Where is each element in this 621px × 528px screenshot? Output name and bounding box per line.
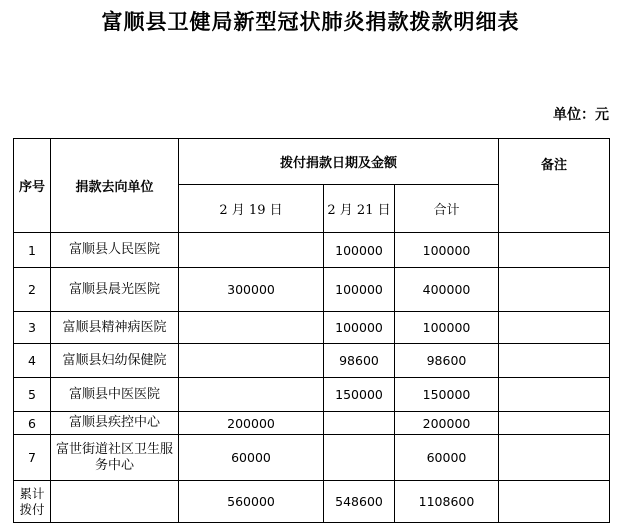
row-feb19 <box>179 344 324 378</box>
row-feb21: 100000 <box>324 233 395 268</box>
row-feb19: 300000 <box>179 268 324 312</box>
table-row <box>14 412 610 435</box>
table-row <box>14 435 610 481</box>
header-total: 合计 <box>395 185 499 233</box>
row-total: 100000 <box>395 233 499 268</box>
header-seq: 序号 <box>14 139 51 233</box>
row-seq: 3 <box>14 312 51 344</box>
row-remark <box>499 412 610 435</box>
row-remark <box>499 268 610 312</box>
summary-feb21: 548600 <box>324 481 395 523</box>
row-remark <box>499 378 610 412</box>
row-unit: 富顺县精神病医院 <box>51 312 179 344</box>
row-remark <box>499 312 610 344</box>
unit-label: 单位：元 <box>553 107 609 123</box>
row-feb21: 150000 <box>324 378 395 412</box>
row-unit: 富顺县疾控中心 <box>51 412 179 435</box>
row-seq: 5 <box>14 378 51 412</box>
row-feb21: 100000 <box>324 268 395 312</box>
donation-table <box>13 138 610 523</box>
table-row <box>14 268 610 312</box>
row-seq: 1 <box>14 233 51 268</box>
row-seq: 6 <box>14 412 51 435</box>
row-feb19 <box>179 233 324 268</box>
summary-remark <box>499 481 610 523</box>
row-feb19 <box>179 312 324 344</box>
row-feb21: 98600 <box>324 344 395 378</box>
header-feb19: 2 月 19 日 <box>179 185 324 233</box>
row-unit: 富世街道社区卫生服务中心 <box>51 435 179 481</box>
summary-total: 1108600 <box>395 481 499 523</box>
row-total: 150000 <box>395 378 499 412</box>
row-seq: 7 <box>14 435 51 481</box>
row-remark <box>499 344 610 378</box>
row-seq: 4 <box>14 344 51 378</box>
row-remark <box>499 233 610 268</box>
summary-feb19: 560000 <box>179 481 324 523</box>
header-date-amount: 拨付捐款日期及金额 <box>179 139 499 185</box>
header-remarks: 备注 <box>499 139 610 233</box>
table-row <box>14 312 610 344</box>
row-feb21: 100000 <box>324 312 395 344</box>
table-row <box>14 378 610 412</box>
row-total: 100000 <box>395 312 499 344</box>
row-feb19 <box>179 378 324 412</box>
row-unit: 富顺县人民医院 <box>51 233 179 268</box>
row-seq: 2 <box>14 268 51 312</box>
row-feb19: 200000 <box>179 412 324 435</box>
page-title: 富顺县卫健局新型冠状肺炎捐款拨款明细表 <box>101 9 520 34</box>
row-unit: 富顺县妇幼保健院 <box>51 344 179 378</box>
row-feb21 <box>324 412 395 435</box>
row-unit: 富顺县中医医院 <box>51 378 179 412</box>
row-total: 98600 <box>395 344 499 378</box>
summary-unit <box>51 481 179 523</box>
summary-row <box>14 481 610 523</box>
row-remark <box>499 435 610 481</box>
row-total: 200000 <box>395 412 499 435</box>
header-feb21: 2 月 21 日 <box>324 185 395 233</box>
row-feb19: 60000 <box>179 435 324 481</box>
summary-label: 累计拨付 <box>14 481 51 523</box>
row-total: 400000 <box>395 268 499 312</box>
row-unit: 富顺县晨光医院 <box>51 268 179 312</box>
header-unit: 捐款去向单位 <box>51 139 179 233</box>
table-row <box>14 233 610 268</box>
row-feb21 <box>324 435 395 481</box>
row-total: 60000 <box>395 435 499 481</box>
table-row <box>14 344 610 378</box>
